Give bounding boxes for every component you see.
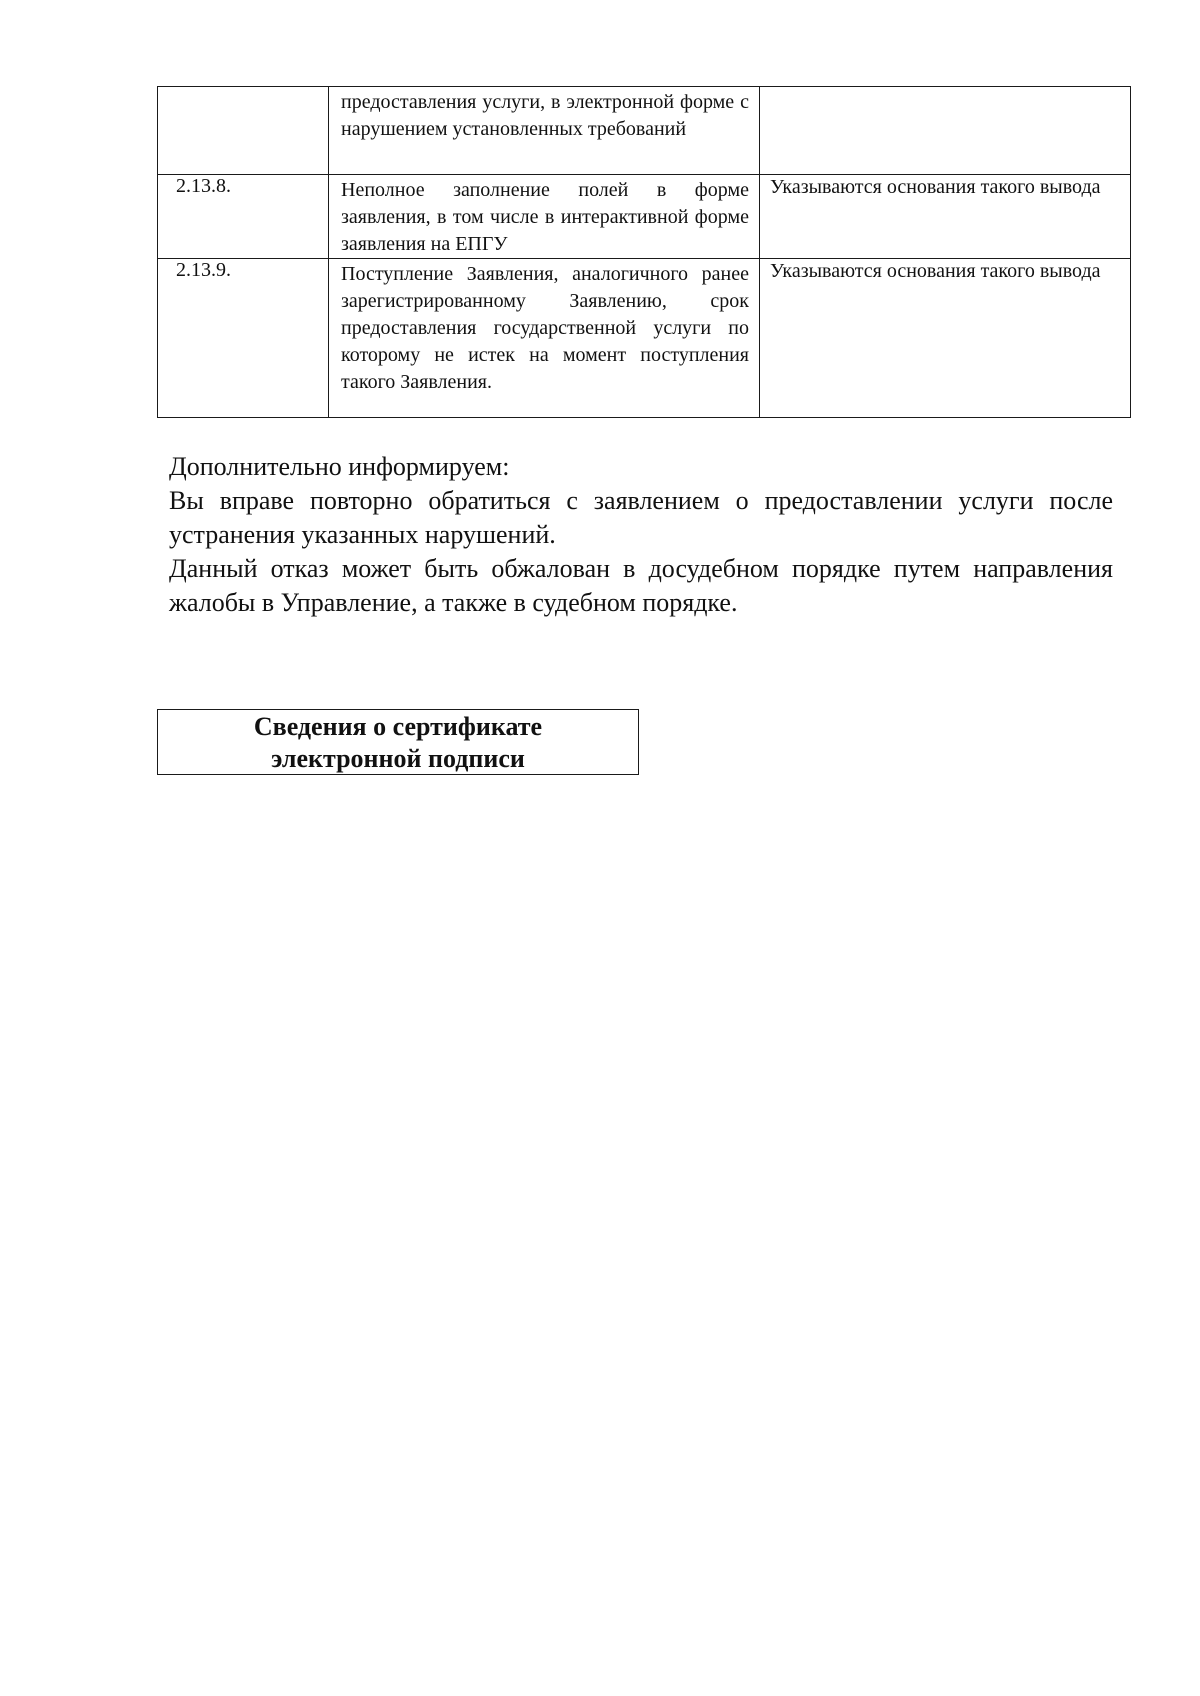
reason-text: Поступление Заявления, аналогичного ранее зарегистрированному Заявлению, срок предоставления государственной услуги по которому не истек на момент поступления такого Заявления. [341, 263, 749, 393]
explanation-text: Указываются основания такого вывода [770, 260, 1101, 282]
explanation-cell [760, 175, 1131, 259]
info-paragraph-appeal: Данный отказ может быть обжалован в досудебном порядке путем направления жалобы в Управление, а также в судебном порядке. [169, 554, 1113, 617]
table-row [158, 87, 1131, 175]
refusal-grounds-table [157, 86, 1131, 418]
row-number-cell [158, 87, 329, 175]
explanation-cell [760, 259, 1131, 418]
signature-certificate-box [157, 709, 639, 775]
reason-text: предоставления услуги, в электронной форме с нарушением установленных требований [341, 91, 749, 140]
row-number: 2.13.9. [176, 259, 231, 281]
info-heading: Дополнительно информируем: [169, 452, 510, 481]
table-row [158, 259, 1131, 418]
explanation-cell [760, 87, 1131, 175]
reason-text: Неполное заполнение полей в форме заявления, в том числе в интерактивной форме заявления на ЕПГУ [341, 179, 749, 255]
table-row [158, 175, 1131, 259]
reason-cell [329, 259, 760, 418]
certificate-title-line2: электронной подписи [271, 744, 525, 773]
row-number: 2.13.8. [176, 175, 231, 197]
info-paragraph-reapply: Вы вправе повторно обратиться с заявлением о предоставлении услуги после устранения указанных нарушений. [169, 486, 1113, 549]
row-number-cell [158, 259, 329, 418]
additional-info [169, 450, 1113, 620]
certificate-title-line1: Сведения о сертификате [253, 712, 543, 741]
reason-cell [329, 175, 760, 259]
explanation-text: Указываются основания такого вывода [770, 176, 1101, 198]
reason-cell [329, 87, 760, 175]
row-number-cell [158, 175, 329, 259]
